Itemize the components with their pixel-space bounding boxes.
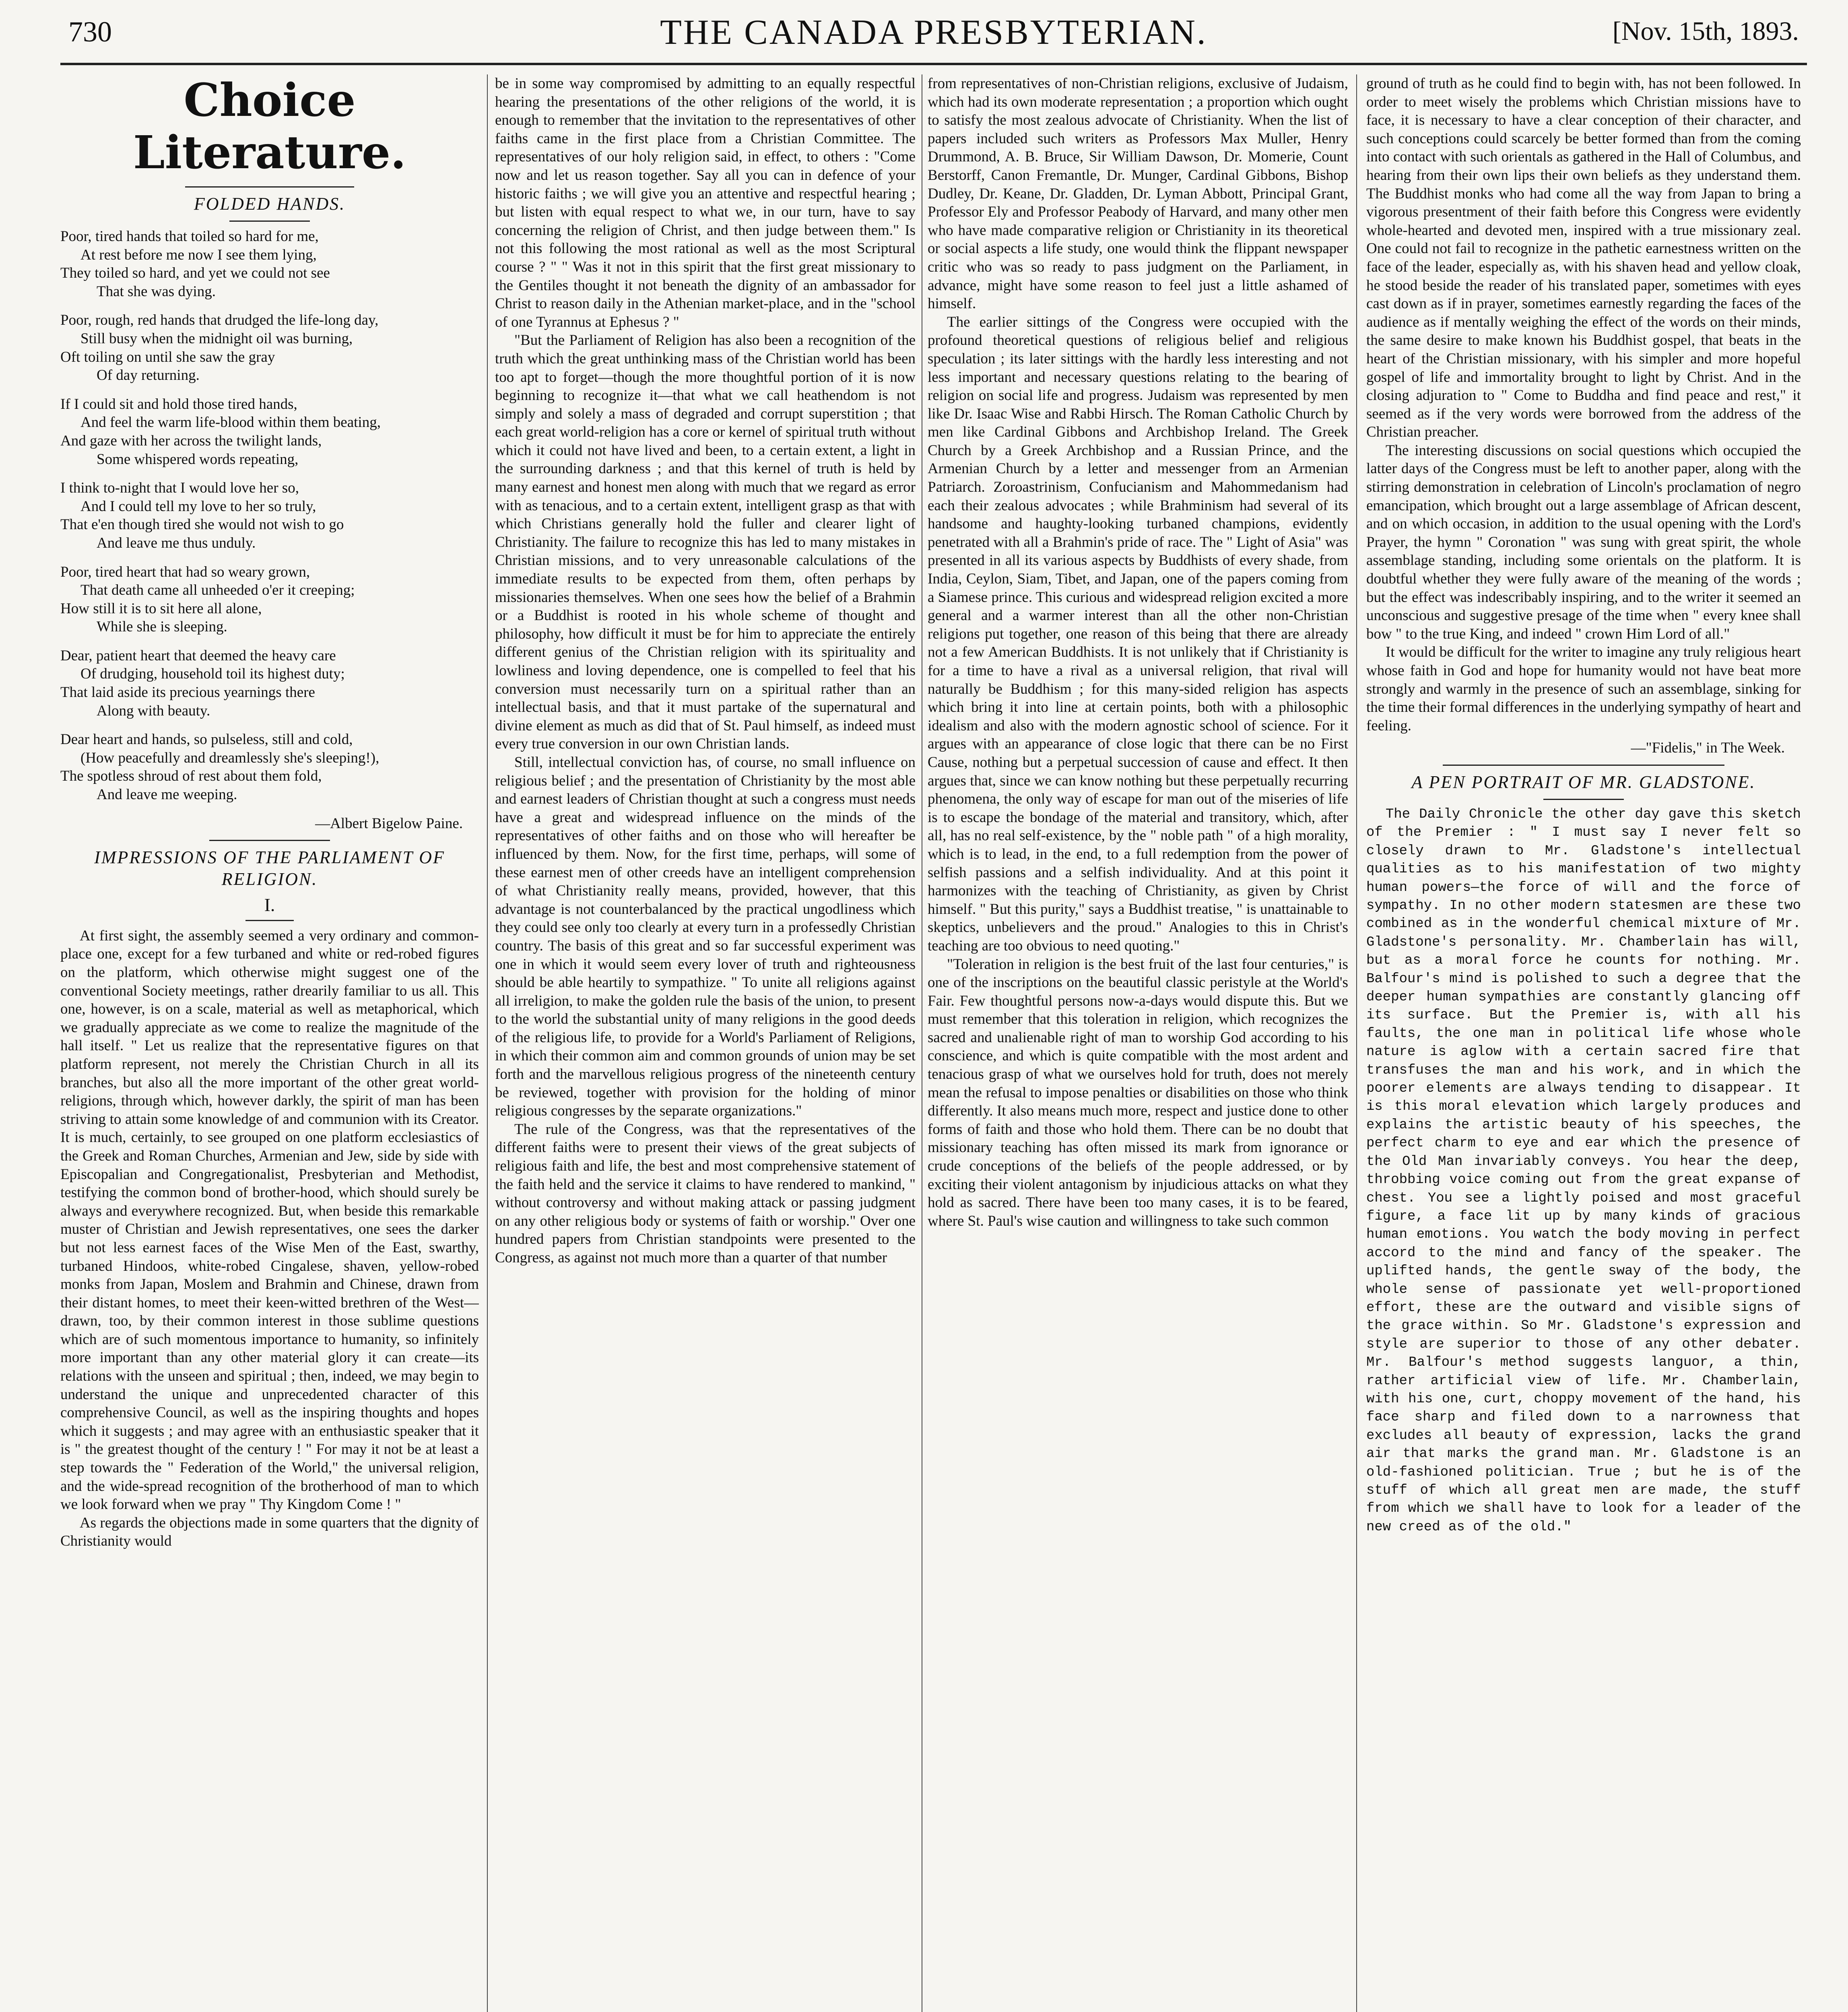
poem-line: And feel the warm life-blood within them beating, <box>80 414 381 431</box>
article-paragraph: Still, intellectual conviction has, of course, no small influence on religious belief ; and the presentation of Christianity by the most able and earnest leaders of Christian thought at such a congress must needs have a great and widespread influence on the minds of the representatives of other faiths and on those who will hereafter be influenced by them. Now, for the first time, perhaps, will some of these earnest men of other creeds have an intelligent comprehension of what Christianity really means, provided, however, that this advantage is not counterbalanced by the practical ungodliness which they could see only too clearly at every turn in a professedly Christian country. The basis of this great and so far successful experiment was one in which it would seem every lover of truth and righteousness should be able heartily to sympathize. " To unite all religions against all irreligion, to make the golden rule the basis of the union, to present to the world the substantial unity of many religions in the good deeds of the religious life, to provide for a World's Parliament of Religions, in which their common aim and common grounds of union may be set forth and the marvellous religious progress of the nineteenth century be reviewed, together with provision for the holding of minor religious congresses by the separate organizations." <box>495 754 916 1119</box>
poem-line: And I could tell my love to her so truly, <box>80 498 316 515</box>
poem-line: That e'en though tired she would not wish to go <box>60 516 344 533</box>
poem-line: And leave me weeping. <box>97 786 237 803</box>
article-paragraph: "Toleration in religion is the best fruit of the last four centuries," is one of the inscriptions on the beautiful classic peristyle at the World's Fair. Few thoughtful persons now-a-days would dispute this. But we must remember that this toleration in religion, which recognizes the sacred and unalienable right of man to worship God according to his conscience, and which is quite compatible with the most ardent and tenacious grasp of what we ourselves hold for truth, does not merely mean the refusal to impose penalties or disabilities on those who think differently. It also means much more, respect and justice done to other forms of faith and those who hold them. There can be no doubt that missionary teaching has often missed its mark from ignorance or crude conceptions of the beliefs of the people addressed, or by exciting their violent antagonism by injudicious attacks on what they hold as sacred. There have been too many cases, it is to be feared, where St. Paul's wise caution and willingness to take such common <box>928 956 1348 1229</box>
poem-line: How still it is to sit here all alone, <box>60 600 262 617</box>
article-paragraph: "But the Parliament of Religion has also been a recognition of the truth which the great unthinking mass of the Christian world has been too apt to forget—though the more thoughtful portion of it is now beginning to recognize it—that what we call heathendom is not simply and solely a mass of degraded and corrupt superstition ; that each great world-religion has a core or kernel of spiritual truth without which it could not have lived and been, to a certain extent, a light in the surrounding darkness ; and that this kernel of truth is held by many earnest and honest men along with much that we regard as error with as tenacious, and to a certain extent, intelligent grasp as that with which Christians generally hold the fuller and clearer light of Christianity. The failure to recognize this has led to many mistakes in Christian missions, and to very unreasonable calculations of the immediate results to be expected from them, often perhaps by missionaries themselves. When one sees how the belief of a Brahmin or a Buddhist is rooted in his whole scheme of thought and philosophy, how difficult it must be for him to appreciate the entirely different genius of the Christian religion with its spirituality and lowliness and loving dependence, one is compelled to feel that his conversion must necessarily turn on a spiritual rather than an intellectual basis, and that it must partake of the supernatural and divine element as much as did that of St. Paul himself, as indeed must every true conversion in our own Christian lands. <box>495 332 916 752</box>
column-3 <box>928 74 1348 2012</box>
column-divider <box>487 74 488 2012</box>
poem-line: Dear heart and hands, so pulseless, still and cold, <box>60 731 353 748</box>
article-paragraph: be in some way compromised by admitting to an equally respectful hearing the presentations of the other religions of the world, it is enough to remember that the invitation to the representatives of other faiths came in the first place from a Christian Committee. The representatives of our holy religion said, in effect, to others : "Come now and let us reason together. Say all you can in defence of your historic faiths ; we will give you an attentive and respectful hearing ; but listen with equal respect to what we, in our turn, have to say concerning the religion of Christ, and then judge between them." Is not this following the most rational as well as the most Scriptural course ? " " Was it not in this spirit that the first great missionary to the Gentiles thought it not beneath the dignity of an ambassador for Christ to reason daily in the Athenian market-place, and in the "school of one Tyrannus at Ephesus ? " <box>495 75 916 330</box>
poem-line: And gaze with her across the twilight lands, <box>60 432 322 449</box>
poem-line: That she was dying. <box>97 283 216 300</box>
poem-stanza <box>60 395 479 468</box>
poem-line: If I could sit and hold those tired hands, <box>60 396 297 412</box>
poem-line: Still busy when the midnight oil was burning, <box>80 330 353 347</box>
poem-stanza <box>60 227 479 301</box>
article-attribution: —"Fidelis," in The Week. <box>1631 740 1785 757</box>
poem-attribution: —Albert Bigelow Paine. <box>315 815 463 832</box>
newspaper-title: THE CANADA PRESBYTERIAN. <box>660 13 1207 52</box>
issue-date: [Nov. 15th, 1893. <box>1612 16 1799 46</box>
article-paragraph: The interesting discussions on social questions which occupied the latter days of the Congress must be left to another paper, along with the stirring demonstration in celebration of Lincoln's proclamation of negro emancipation, which brought out a large assemblage of African descent, and on which occasion, in addition to the usual opening with the Lord's Prayer, the hymn " Coronation " was sung with great spirit, the whole assemblage standing, including some orientals on the platform. It is doubtful whether they were fully aware of the meaning of the words ; but the effect was indescribably inspiring, and to the writer it seemed an unconscious and suggestive presage of the time when " every knee shall bow " to the true King, and indeed " crown Him Lord of all." <box>1366 442 1801 642</box>
article-paragraph: from representatives of non-Christian religions, exclusive of Judaism, which had its own moderate representation ; a proportion which ought to satisfy the most zealous advocate of Christianity. When the list of papers included such writers as Professors Max Muller, Henry Drummond, A. B. Bruce, Sir William Dawson, Dr. Momerie, Count Berstorff, Canon Fremantle, Dr. Munger, Cardinal Gibbons, Bishop Dudley, Dr. Keane, Dr. Gladden, Dr. Lyman Abbott, Principal Grant, Professor Ely and Professor Peabody of Harvard, and many other men who have made comparative religion or Christianity in its theoretical or social aspects a life study, one would think the flippant newspaper critic who was so ready to pass judgment on the Parliament, in advance, might have some reason to feel just a little ashamed of himself. <box>928 75 1348 312</box>
divider <box>1543 799 1624 800</box>
poem-line: That death came all unheeded o'er it creeping; <box>80 582 355 599</box>
section-title: Choice Literature. <box>133 74 406 179</box>
header-rule <box>60 63 1807 65</box>
poem-line: I think to-night that I would love her so, <box>60 480 299 497</box>
poem-line: Poor, tired hands that toiled so hard for me, <box>60 228 319 245</box>
poem-stanza <box>60 647 479 720</box>
poem-line: Of drudging, household toil its highest duty; <box>80 666 345 682</box>
column-divider <box>1356 74 1357 2012</box>
article-title: A PEN PORTRAIT OF MR. GLADSTONE. <box>1411 772 1756 792</box>
poem-line: (How peacefully and dreamlessly she's sleeping!), <box>80 749 380 766</box>
poem-stanza <box>60 311 479 384</box>
poem-stanza <box>60 479 479 552</box>
poem-line: They toiled so hard, and yet we could not see <box>60 265 330 282</box>
article-part-numeral: I. <box>264 895 275 915</box>
column-1 <box>60 74 479 2012</box>
poem <box>60 227 479 804</box>
article-paragraph: As regards the objections made in some quarters that the dignity of Christianity would <box>60 1514 479 1550</box>
article-paragraph: The Daily Chronicle the other day gave this sketch of the Premier : " I must say I never felt so closely drawn to Mr. Gladstone's intellectual qualities as to his manifestation of two mighty human powers—the force of will and the force of sympathy. In no other modern statesmen are these two combined as in the wonderful chemical mixture of Mr. Gladstone's personality. Mr. Chamberlain has will, but as a moral force he counts for nothing. Mr. Balfour's mind is polished to such a degree that the deeper human sympathies are constantly glancing off its surface. But the Premier is, with all his faults, the one man in political life whose whole nature is aglow with a certain sacred fire that transfuses the man and his work, and in which the poorer elements are always tending to disappear. It is this moral elevation which largely produces and explains the artistic beauty of his speeches, the perfect charm to eye and ear which the presence of the Old Man invariably conveys. You hear the deep, throbbing voice coming out from the great expanse of chest. You see a lightly poised and most graceful figure, a face lit up by many kinds of gracious human emotions. You watch the body moving in perfect accord to the mind and fancy of the speaker. The uplifted hands, the gentle sway of the body, the whole sense of passionate yet well-proportioned effort, these are the outward and visible signs of the grace within. So Mr. Gladstone's expression and style are superior to those of any other debater. Mr. Balfour's method suggests languor, a thin, rather artificial view of life. Mr. Chamberlain, with his one, curt, choppy movement of the hand, his face sharp and filed down to a narrowness that excludes all beauty of expression, lacks the grand air that marks the grand man. Mr. Gladstone is an old-fashioned politician. True ; but he is of the stuff of which all great men are made, the stuff from which we shall have to look for a leader of the new creed as of the old." <box>1366 806 1801 1535</box>
article-paragraph: The earlier sittings of the Congress were occupied with the profound theoretical questions of religious belief and religious speculation ; its later sittings with the hardly less interesting and not less important and necessary questions relating to the bearing of religion on social life and progress. Judaism was represented by men like Dr. Isaac Wise and Rabbi Hirsch. The Roman Catholic Church by men like Cardinal Gibbons and Archbishop Ireland. The Greek Church by a Greek Archbishop and a Russian Prince, and the Armenian Church by a letter and messenger from an Armenian Patriarch. Zoroastrinism, Confucianism and Mahommedanism had each their zealous advocates ; while Brahminism had several of its handsome and haughty-looking turbaned champions, evidently penetrated with all a Brahmin's pride of race. The " Light of Asia" was presented in all its various aspects by Buddhists of every shade, from India, Ceylon, Siam, Tibet, and Japan, one of the papers coming from a Siamese prince. This curious and widespread religion excited a more general and a warmer interest than all the other non-Christian religions put together, one reason of this being that there are already not a few American Buddhists. It is not unlikely that if Christianity is for a time to have a rival as a universal religion, that rival will naturally be Buddhism ; for this many-sided religion has aspects which bring it into line at certain points, both with a philosophic idealism and also with the modern agnostic school of science. For it argues with an appearance of close logic that there can be no First Cause, nothing but a perpetual succession of cause and effect. It then argues that, since we can know nothing but these perpetually recurring phenomena, the only way of escape for man out of the miseries of life is to escape the bondage of the material and transitory, which, after all, has no real self-existence, by the " noble path " of a high morality, which is to lead, in the end, to a full redemption from the power of selfish passions and a selfish individuality. And at this point it harmonizes with the teaching of Christianity, as given by Christ himself. " But this purity," says a Buddhist treatise, " is unattainable to skeptics, unbelievers and the proud." Analogies to this in Christ's teaching are too obvious to need quoting." <box>928 313 1348 954</box>
divider <box>209 840 330 841</box>
article-paragraph: ground of truth as he could find to begin with, has not been followed. In order to meet wisely the problems which Christian missions have to face, it is necessary to have a clear conception of their character, and such conceptions could scarcely be better formed than from the coming into contact with such orientals as gathered in the Hall of Columbus, and hearing from their own lips their own beliefs as they understand them. The Buddhist monks who had come all the way from Japan to bring a vigorous presentment of their faith before this Congress were evidently whole-hearted and devoted men, inspired with a true missionary zeal. One could not fail to recognize in the pathetic earnestness written on the face of the leader, especially as, with his shaven head and yellow cloak, he stood beside the reader of his translated paper, sometimes with eyes cast down as if in prayer, sometimes earnestly regarding the faces of the audience as if mentally weighing the effect of the words on their minds, the same desire to make known his Buddhist gospel, that beats in the heart of the Christian missionary, with his simpler and more hopeful gospel of life and immortality brought to light by Christ. And in the closing adjuration to " Come to Buddha and find peace and rest," it seemed as if the very words were borrowed from the address of the Christian preacher. <box>1366 75 1801 441</box>
article-paragraph: At first sight, the assembly seemed a very ordinary and common-place one, except for a few turbaned and white or red-robed figures on the platform, which otherwise might suggest one of the conventional Society meetings, rather drearily familiar to us all. This one, however, is on a scale, material as well as metaphorical, which we gradually appreciate as we come to realize the magnitude of the hall itself. " Let us realize that the representative figures on that platform represent, not merely the Christian Church in all its branches, but also all the more important of the other great world-religions, through which, however darkly, the spirit of man has been striving to attain some knowledge of and communion with its Creator. It is much, certainly, to see grouped on one platform ecclesiastics of the Greek and Roman Churches, Armenian and Jew, side by side with Episcopalian and Congregationalist, Presbyterian and Methodist, testifying the common bond of brother-hood, which should surely be always and everywhere recognized. But, when beside this remarkable muster of Christian and Jewish representatives, one sees the darker but not less earnest faces of the Wise Men of the East, swarthy, turbaned Hindoos, white-robed Cingalese, shaven, yellow-robed monks from Japan, Moslem and Brahmin and Chinese, drawn from their distant homes, to meet their keen-witted brethren of the West—drawn, too, by their common interest in those sublime questions which are of such momentous importance to humanity, so infinitely more important than any other material glory it can create—its relations with the unseen and spiritual ; then, indeed, we may begin to understand the unique and unprecedented character of this comprehensive Council, as well as the inspiring thoughts and hopes which it suggests ; and may agree with an enthusiastic speaker that it is " the greatest thought of the century ! " For may it not be at least a step towards the " Federation of the World," the universal religion, and the wide-spread recognition of the brotherhood of man to which we look forward when we pray " Thy Kingdom Come ! " <box>60 927 479 1513</box>
poem-line: At rest before me now I see them lying, <box>80 246 317 263</box>
poem-title: FOLDED HANDS. <box>194 194 346 214</box>
poem-line: Of day returning. <box>97 367 200 384</box>
divider <box>245 920 294 921</box>
article-paragraph: The rule of the Congress, was that the representatives of the different faiths were to present their views of the great subjects of religious faith and life, the best and most comprehensive statement of the faith held and the service it claims to have rendered to mankind, " without controversy and without making attack or passing judgment on any other religious body or systems of faith or worship." Over one hundred papers from Christian standpoints were presented to the Congress, as against not much more than a quarter of that number <box>495 1121 916 1266</box>
poem-line: Some whispered words repeating, <box>97 451 299 468</box>
poem-line: Poor, rough, red hands that drudged the life-long day, <box>60 312 379 329</box>
poem-line: The spotless shroud of rest about them fold, <box>60 768 322 785</box>
poem-line: While she is sleeping. <box>97 618 227 635</box>
column-4 <box>1366 74 1801 2012</box>
poem-stanza <box>60 730 479 804</box>
poem-line: Poor, tired heart that had so weary grown, <box>60 563 310 580</box>
divider <box>185 186 354 188</box>
page-header <box>60 7 1807 60</box>
article-paragraph: It would be difficult for the writer to imagine any truly religious heart whose faith in God and hope for humanity would not have beat more strongly and warmly in the presence of such an assemblage, sinking for the time their formal differences in the underlying sympathy of heart and feeling. <box>1366 644 1801 734</box>
divider <box>229 221 310 222</box>
article-title: IMPRESSIONS OF THE PARLIAMENT OF RELIGION. <box>94 847 445 889</box>
page-number: 730 <box>68 16 112 48</box>
poem-stanza <box>60 563 479 636</box>
poem-line: Dear, patient heart that deemed the heavy care <box>60 647 336 664</box>
column-2 <box>495 74 916 2012</box>
divider <box>1443 765 1724 766</box>
poem-line: That laid aside its precious yearnings there <box>60 684 315 701</box>
poem-line: Oft toiling on until she saw the gray <box>60 348 275 365</box>
poem-line: And leave me thus unduly. <box>97 534 256 551</box>
poem-line: Along with beauty. <box>97 702 210 719</box>
